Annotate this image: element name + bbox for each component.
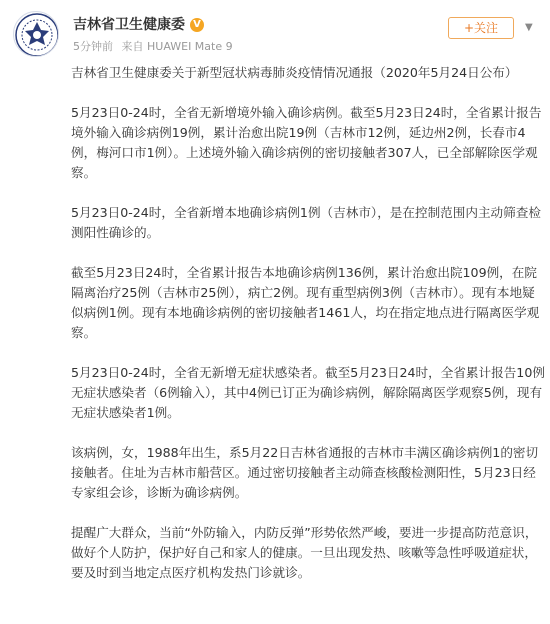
post-body — [71, 63, 545, 603]
post-header — [0, 0, 550, 62]
post-paragraph: 提醒广大群众，当前“外防输入，内防反弹”形势依然严峻，要进一步提高防范意识，做好个人防护，保护好自己和家人的健康。一旦出现发热、咳嗽等急性呼吸道症状，要及时到当地定点医疗机构发热门诊就诊。 — [71, 525, 538, 580]
post-time[interactable]: 5分钟前 — [73, 40, 113, 53]
avatar[interactable] — [13, 11, 59, 57]
post-paragraph-title: 吉林省卫生健康委关于新型冠状病毒肺炎疫情情况通报（2020年5月24日公布） — [71, 65, 518, 80]
post-meta — [73, 38, 238, 54]
follow-button[interactable]: +关注 — [448, 17, 514, 39]
post-paragraph: 截至5月23日24时，全省累计报告本地确诊病例136例，累计治愈出院109例，在院隔离治疗25例（吉林市25例），病亡2例。现有重型病例3例（吉林市）。现有本地疑似病例1例。现有本地确诊病例的密切接触者1461人，均在指定地点进行隔离医学观察。 — [71, 265, 540, 340]
post-paragraph: 5月23日0-24时，全省无新增无症状感染者。截至5月23日24时，全省累计报告10例无症状感染者（6例输入），其中4例已订正为确诊病例，解除隔离医学观察5例，现有无症状感染者1例。 — [71, 365, 545, 420]
account-name-label[interactable]: 吉林省卫生健康委 — [73, 17, 185, 33]
post-source: 来自 HUAWEI Mate 9 — [121, 40, 233, 53]
account-name[interactable] — [73, 14, 204, 34]
emblem-icon — [14, 12, 59, 57]
post-paragraph: 该病例，女，1988年出生，系5月22日吉林省通报的吉林市丰满区确诊病例1的密切接触者。住址为吉林市船营区。通过密切接触者主动筛查核酸检测阳性，5月23日经专家组会诊，诊断为确诊病例。 — [71, 445, 539, 500]
chevron-down-icon[interactable]: ▼ — [525, 22, 533, 33]
post-paragraph: 5月23日0-24时，全省新增本地确诊病例1例（吉林市），是在控制范围内主动筛查检测阳性确诊的。 — [71, 205, 541, 240]
verified-badge-icon: V — [190, 18, 204, 32]
post-paragraph: 5月23日0-24时，全省无新增境外输入确诊病例。截至5月23日24时，全省累计报告境外输入确诊病例19例，累计治愈出院19例（吉林市12例，延边州2例，长春市4例，梅河口市1例）。上述境外输入确诊病例的密切接触者307人，已全部解除医学观察。 — [71, 105, 542, 180]
